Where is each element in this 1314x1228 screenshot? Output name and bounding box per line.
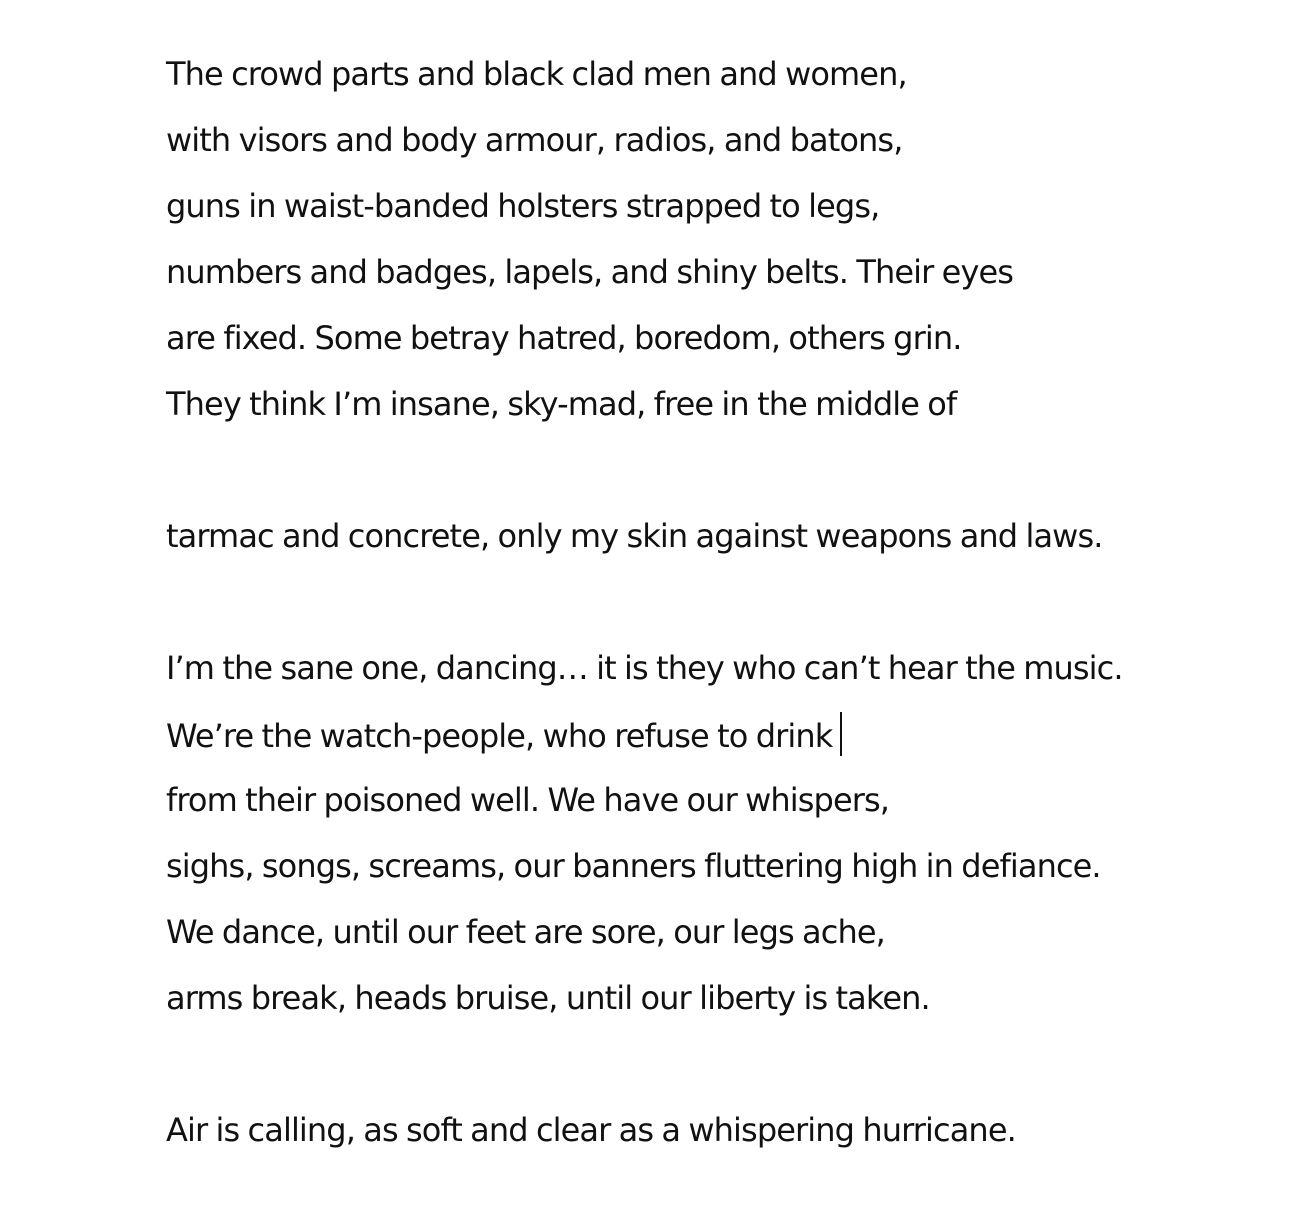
poem-line[interactable]: sighs, songs, screams, our banners fluttering high in defiance. (166, 847, 1101, 885)
poem-line[interactable]: numbers and badges, lapels, and shiny belts. Their eyes (166, 253, 1014, 291)
poem-line[interactable]: arms break, heads bruise, until our liberty is taken. (166, 979, 930, 1017)
poem-line[interactable]: They think I’m insane, sky-mad, free in the middle of (166, 385, 957, 423)
poem-line[interactable]: from their poisoned well. We have our whispers, (166, 781, 890, 819)
stanza-break (166, 448, 1306, 514)
poem-line[interactable]: are fixed. Some betray hatred, boredom, others grin. (166, 319, 962, 357)
poem-line-with-cursor[interactable] (166, 712, 1306, 778)
stanza-break (166, 580, 1306, 646)
poem-line[interactable]: with visors and body armour, radios, and batons, (166, 121, 903, 159)
stanza-break (166, 1042, 1306, 1108)
poem-line[interactable]: I’m the sane one, dancing… it is they who can’t hear the music. (166, 649, 1123, 687)
poem-text-body[interactable] (166, 52, 1306, 1174)
poem-line[interactable]: tarmac and concrete, only my skin against weapons and laws. (166, 517, 1103, 555)
poem-line-text[interactable]: We’re the watch-people, who refuse to drink (166, 717, 833, 755)
text-cursor (840, 712, 842, 756)
poem-line[interactable]: Air is calling, as soft and clear as a whispering hurricane. (166, 1111, 1016, 1149)
poem-line[interactable]: guns in waist-banded holsters strapped to legs, (166, 187, 880, 225)
poem-line[interactable]: The crowd parts and black clad men and women, (166, 55, 907, 93)
poem-line[interactable]: We dance, until our feet are sore, our legs ache, (166, 913, 885, 951)
